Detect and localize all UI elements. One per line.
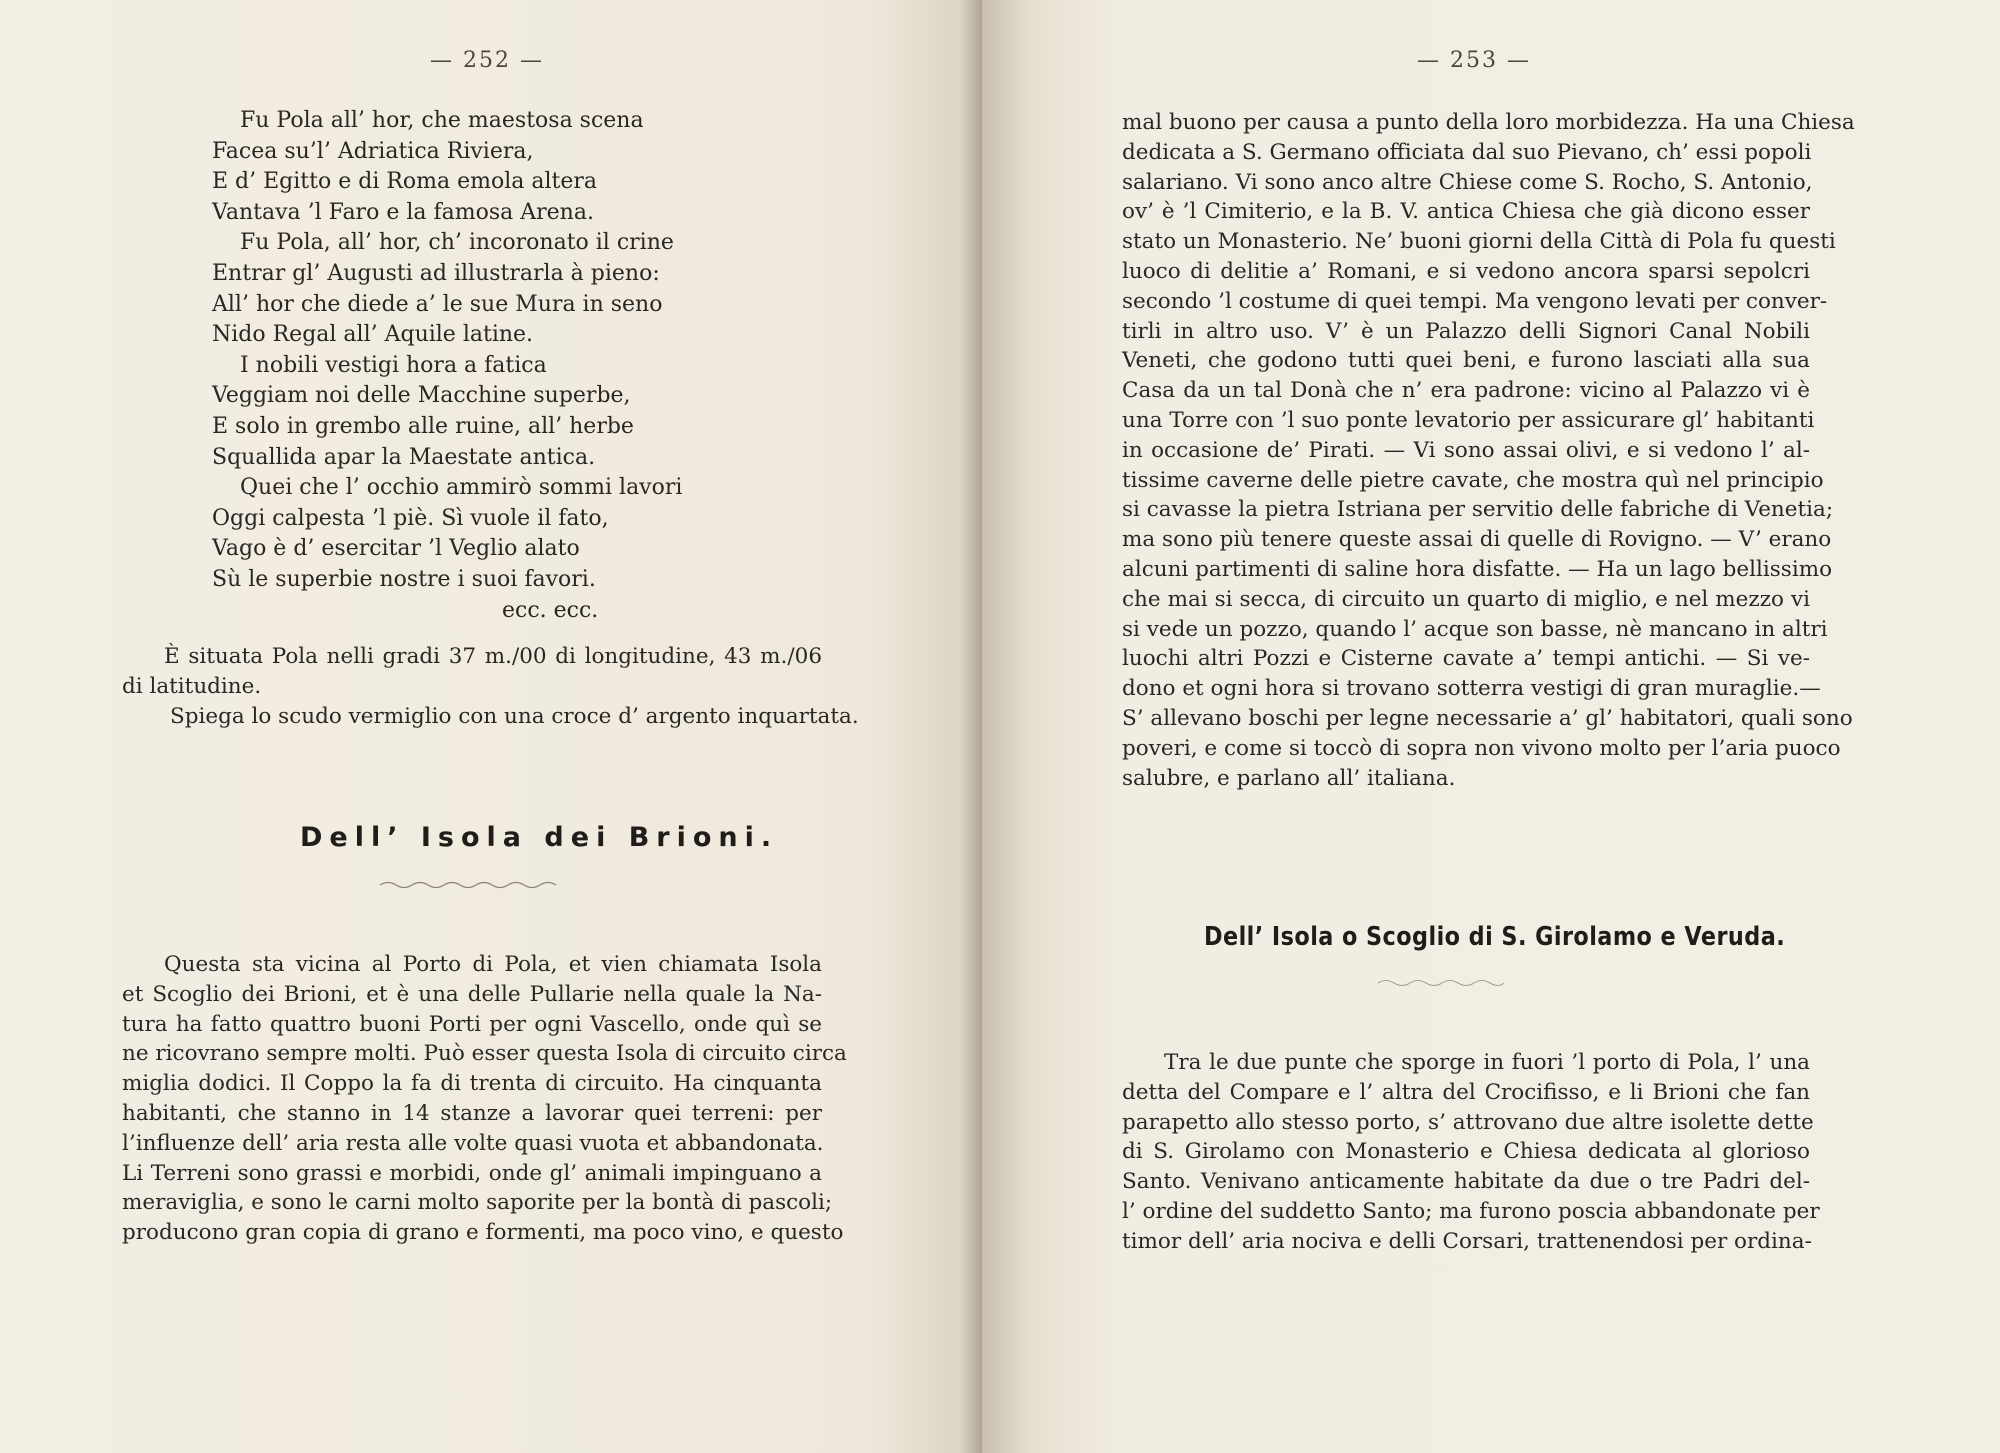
poem xyxy=(212,106,852,626)
page-number: — 253 — xyxy=(1417,48,1531,73)
text-line: che mai si secca, di circuito un quarto di miglio, e nel mezzo vi xyxy=(1122,586,1810,612)
verse-line: Sù le superbie nostre i suoi favori. xyxy=(212,566,596,592)
text-line: una Torre con ’l suo ponte levatorio per assicurare gl’ habitanti xyxy=(1122,407,1815,433)
ornament-rule xyxy=(1376,976,1506,990)
page-number: — 252 — xyxy=(430,48,544,73)
text-line: timor dell’ aria nociva e delli Corsari, trattenendosi per ordina- xyxy=(1122,1228,1812,1254)
text-line: si cavasse la pietra Istriana per servitio delle fabriche di Venetia; xyxy=(1122,497,1834,523)
brioni-continuation-paragraph xyxy=(1122,108,1855,793)
verse-line: All’ hor che diede a’ le sue Mura in seno xyxy=(212,291,663,317)
section-heading: Dell’ Isola dei Brioni. xyxy=(300,822,779,853)
text-line: producono gran copia di grano e formenti, ma poco vino, e questo xyxy=(122,1220,844,1246)
left-page xyxy=(0,0,982,1453)
text-line: dono et ogni hora si trovano sotterra vestigi di gran muraglie.— xyxy=(1122,676,1821,702)
text-line: mal buono per causa a punto della loro morbidezza. Ha una Chiesa xyxy=(1122,110,1855,135)
text-line: l’influenze dell’ aria resta alle volte quasi vuota et abbandonata. xyxy=(122,1130,824,1156)
coat-of-arms-paragraph xyxy=(170,702,859,732)
text-line: l’ ordine del suddetto Santo; ma furono poscia abbandonate per xyxy=(1122,1198,1820,1224)
text-line: È situata Pola nelli gradi 37 m./00 di longitudine, 43 m./06 xyxy=(164,644,822,669)
text-line: stato un Monasterio. Ne’ buoni giorni della Città di Pola fu questi xyxy=(1122,229,1836,255)
text-line: Santo. Venivano anticamente habitate da due o tre Padri del- xyxy=(1122,1169,1810,1195)
text-line: meraviglia, e sono le carni molto saporite per la bontà di pascoli; xyxy=(122,1190,833,1216)
verse-line: Squallida apar la Maestate antica. xyxy=(212,444,596,470)
text-line: ma sono più tenere queste assai di quelle di Rovigno. — V’ erano xyxy=(1122,527,1832,553)
text-line: Li Terreni sono grassi e morbidi, onde gl’ animali impinguano a xyxy=(122,1160,822,1186)
text-line: luochi altri Pozzi e Cisterne cavate a’ tempi antichi. — Si ve- xyxy=(1122,646,1810,672)
verse-line: Vago è d’ esercitar ’l Veglio alato xyxy=(212,536,580,562)
text-line: detta del Compare e l’ altra del Crocifisso, e li Brioni che fan xyxy=(1122,1079,1810,1105)
text-line: tissime caverne delle pietre cavate, che mostra quì nel principio xyxy=(1122,467,1824,493)
text-line: poveri, e come si toccò di sopra non vivono molto per l’aria puoco xyxy=(1122,735,1841,761)
text-line: alcuni partimenti di saline hora disfatte. — Ha un lago bellissimo xyxy=(1122,556,1833,582)
right-page xyxy=(982,0,2000,1453)
text-line: miglia dodici. Il Coppo la fa di trenta di circuito. Ha cinquanta xyxy=(122,1071,822,1097)
text-line: di S. Girolamo con Monasterio e Chiesa dedicata al glorioso xyxy=(1122,1139,1810,1165)
verse-line: Fu Pola all’ hor, che maestosa scena xyxy=(240,108,644,133)
text-line: luoco di delitie a’ Romani, e si vedono ancora sparsi sepolcri xyxy=(1122,258,1810,284)
brioni-paragraph xyxy=(122,950,847,1248)
verse-line: Fu Pola, all’ hor, ch’ incoronato il crine xyxy=(240,230,674,256)
text-line: tirli in altro uso. V’ è un Palazzo delli Signori Canal Nobili xyxy=(1122,318,1810,344)
text-line: salubre, e parlano all’ italiana. xyxy=(1122,765,1456,791)
verse-line: Entrar gl’ Augusti ad illustrarla à pieno: xyxy=(212,260,660,286)
text-line: si vede un pozzo, quando l’ acque son basse, nè mancano in altri xyxy=(1122,616,1828,642)
text-line: ne ricovrano sempre molti. Può esser questa Isola di circuito circa xyxy=(122,1041,847,1067)
text-line: Tra le due punte che sporge in fuori ’l porto di Pola, l’ una xyxy=(1164,1050,1810,1075)
coordinates-paragraph xyxy=(122,642,822,702)
text-line: parapetto allo stesso porto, s’ attrovano due altre isolette dette xyxy=(1122,1109,1814,1135)
verse-line: E solo in grembo alle ruine, all’ herbe xyxy=(212,413,634,439)
text-line: secondo ’l costume di quei tempi. Ma vengono levati per conver- xyxy=(1122,288,1828,314)
text-line: in occasione de’ Pirati. — Vi sono assai olivi, e si vedono l’ al- xyxy=(1122,437,1810,463)
text-line: Casa da un tal Donà che n’ era padrone: vicino al Palazzo vi è xyxy=(1122,378,1810,404)
verse-line: Quei che l’ occhio ammirò sommi lavori xyxy=(240,475,683,501)
verse-line: Nido Regal all’ Aquile latine. xyxy=(212,322,534,348)
text-line: tura ha fatto quattro buoni Porti per ogni Vascello, onde quì se xyxy=(122,1011,822,1037)
text-line: salariano. Vi sono anco altre Chiese come S. Rocho, S. Antonio, xyxy=(1122,169,1813,195)
girolamo-paragraph xyxy=(1122,1048,1820,1257)
text-line: S’ allevano boschi per legne necessarie a’ gl’ habitatori, quali sono xyxy=(1122,705,1853,731)
verse-line: Facea su’l’ Adriatica Riviera, xyxy=(212,138,534,164)
verse-line: Vantava ’l Faro e la famosa Arena. xyxy=(212,199,594,225)
text-line: Veneti, che godono tutti quei beni, e furono lasciati alla sua xyxy=(1122,348,1810,374)
verse-line: Oggi calpesta ’l piè. Sì vuole il fato, xyxy=(212,505,609,531)
verse-line: E d’ Egitto e di Roma emola altera xyxy=(212,169,598,195)
etcetera: ecc. ecc. xyxy=(502,597,599,623)
section-heading: Dell’ Isola o Scoglio di S. Girolamo e Veruda. xyxy=(1204,922,1786,952)
coat-of-arms-line: Spiega lo scudo vermiglio con una croce d’ argento inquartata. xyxy=(170,704,859,729)
text-line: ov’ è ’l Cimiterio, e la B. V. antica Chiesa che già dicono esser xyxy=(1122,199,1810,225)
text-line: Questa sta vicina al Porto di Pola, et vien chiamata Isola xyxy=(164,952,822,977)
verse-line: Veggiam noi delle Macchine superbe, xyxy=(212,383,631,409)
text-line: di latitudine. xyxy=(122,673,262,699)
ornament-rule xyxy=(378,878,558,892)
text-line: dedicata a S. Germano officiata dal suo Pievano, ch’ essi popoli xyxy=(1122,139,1812,165)
verse-line: I nobili vestigi hora a fatica xyxy=(240,352,547,378)
text-line: habitanti, che stanno in 14 stanze a lavorar quei terreni: per xyxy=(122,1100,822,1126)
text-line: et Scoglio dei Brioni, et è una delle Pullarie nella quale la Na- xyxy=(122,981,822,1007)
